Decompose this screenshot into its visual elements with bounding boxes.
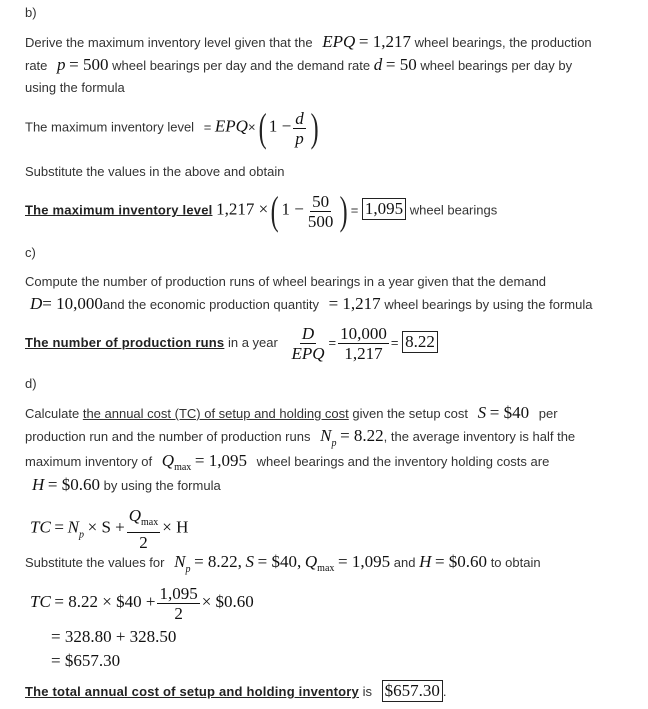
d-symbol: d xyxy=(373,55,383,74)
D-symbol: D xyxy=(30,294,43,313)
total-cost-answer-box: $657.30 xyxy=(382,680,443,702)
part-d-intro-line-1 xyxy=(25,404,558,423)
N-symbol: N xyxy=(174,552,186,571)
part-d-intro-line-3 xyxy=(25,452,549,477)
text: maximum inventory of xyxy=(25,454,153,469)
production-runs-answer-box: 8.22 xyxy=(402,331,438,353)
part-d-calc-line-3: = $657.30 xyxy=(51,651,121,670)
d-value: = 50 xyxy=(385,55,417,74)
equals: = xyxy=(203,119,212,135)
part-d-substitute xyxy=(25,553,541,579)
equals: = xyxy=(390,334,399,350)
result-label: The maximum inventory level xyxy=(25,202,213,218)
text: is xyxy=(362,684,372,699)
text: wheel bearings per day by xyxy=(420,58,573,73)
p-value: = 500 xyxy=(69,55,109,74)
S-value: = $40 xyxy=(489,403,530,422)
Q-subscript: max xyxy=(174,462,192,473)
final-label: The total annual cost of setup and holding inventory xyxy=(25,684,359,699)
denominator: 500 xyxy=(307,211,334,231)
part-c-label: c) xyxy=(25,245,36,260)
fraction-50-over-500 xyxy=(306,192,336,231)
N-subscript: p xyxy=(185,564,191,575)
underlined-text: the annual cost (TC) of setup and holding cost xyxy=(82,406,349,421)
unit: wheel bearings xyxy=(409,202,498,218)
text: by using the formula xyxy=(103,478,221,493)
Q-value: = 1,095 xyxy=(338,552,391,571)
period: . xyxy=(442,684,447,699)
result-label: The number of production runs xyxy=(25,334,225,350)
Q-symbol: Q xyxy=(161,451,175,470)
Q-symbol: Q xyxy=(304,552,318,571)
equals: = xyxy=(54,517,65,537)
one-minus: 1 − xyxy=(281,199,304,219)
part-b-intro-line-1 xyxy=(25,33,592,52)
part-c-intro-line-1: Compute the number of production runs of wheel bearings in a year given that the demand xyxy=(25,274,547,289)
expression: × $0.60 xyxy=(201,591,254,611)
part-b-label: b) xyxy=(25,5,37,20)
part-c-intro-line-2 xyxy=(30,295,592,314)
text: and xyxy=(393,555,416,570)
TC-symbol: TC xyxy=(30,517,51,537)
part-d-calc-line-2: = 328.80 + 328.50 xyxy=(51,627,177,646)
N-symbol: N xyxy=(320,426,332,445)
Q-value: = 1,095 xyxy=(194,451,247,470)
numerator: D xyxy=(301,324,315,343)
numerator: 1,095 xyxy=(159,584,198,603)
text: Derive the maximum inventory level given that the xyxy=(25,35,313,50)
N-subscript: p xyxy=(331,438,337,449)
epq-value: = 1,217 xyxy=(358,32,411,51)
part-d-formula xyxy=(30,506,188,552)
H-value: = $0.60 xyxy=(47,475,100,494)
H-symbol: H xyxy=(32,475,45,494)
text: and the economic production quantity xyxy=(102,297,319,312)
text: production run and the number of production runs xyxy=(25,429,311,444)
text: wheel bearings per day and the demand rate xyxy=(112,58,371,73)
part-b-result xyxy=(25,188,498,233)
numerator: 10,000 xyxy=(340,324,387,343)
part-c-result xyxy=(25,324,438,363)
part-b-formula xyxy=(25,105,321,150)
part-b-substitute: Substitute the values in the above and obtain xyxy=(25,164,285,179)
S-symbol: S xyxy=(477,403,487,422)
Q-symbol: Q xyxy=(128,506,142,525)
Q-subscript: max xyxy=(317,563,335,574)
right-paren: ) xyxy=(340,188,349,233)
max-inventory-answer-box: 1,095 xyxy=(362,198,406,220)
denominator: EPQ xyxy=(291,344,325,363)
denominator: 2 xyxy=(139,533,148,552)
text: given the setup cost xyxy=(352,406,469,421)
text: Substitute the values for xyxy=(25,555,165,570)
text: wheel bearings by using the formula xyxy=(384,297,593,312)
text: Calculate xyxy=(25,406,80,421)
fraction-d-over-p xyxy=(293,109,306,148)
expression: 1,217 × xyxy=(216,199,269,219)
numerator: 50 xyxy=(312,191,330,211)
TC-symbol: TC xyxy=(30,591,51,611)
denominator: p xyxy=(295,128,304,148)
fraction-D-over-EPQ xyxy=(289,324,326,363)
part-d-calc-line-1 xyxy=(30,584,254,623)
epq-value: = 1,217 xyxy=(328,294,381,313)
D-value: = 10,000 xyxy=(42,294,103,313)
fraction-1095-over-2 xyxy=(157,584,199,623)
part-b-intro-line-3: using the formula xyxy=(25,80,125,95)
N-value: = 8.22 xyxy=(340,426,384,445)
epq-symbol: EPQ xyxy=(214,116,248,136)
text: to obtain xyxy=(490,555,541,570)
N-symbol: N xyxy=(67,517,79,537)
numerator: d xyxy=(295,108,304,128)
part-d-intro-line-4 xyxy=(32,476,221,495)
times-S-plus: × S + xyxy=(87,517,125,537)
left-paren: ( xyxy=(258,105,267,150)
part-d-intro-line-2 xyxy=(25,427,575,453)
S-symbol: S xyxy=(245,552,255,571)
fraction-Qmax-over-2 xyxy=(127,506,161,552)
part-b-intro-line-2 xyxy=(25,56,572,75)
equals: = xyxy=(328,334,337,350)
H-value: = $0.60 xyxy=(434,552,488,571)
equals: = xyxy=(350,202,359,218)
text: , the average inventory is half the xyxy=(383,429,576,444)
H-symbol: H xyxy=(419,552,432,571)
text: rate xyxy=(25,58,48,73)
text: in a year xyxy=(227,334,278,350)
denominator: 1,217 xyxy=(344,344,383,363)
part-d-final xyxy=(25,680,446,702)
fraction-10000-over-1217 xyxy=(338,324,389,363)
p-symbol: p xyxy=(57,55,66,74)
formula-label: The maximum inventory level xyxy=(25,119,195,135)
text: per xyxy=(538,406,558,421)
one-minus: 1 − xyxy=(268,116,292,136)
left-paren: ( xyxy=(270,188,279,233)
times-H: × H xyxy=(162,517,189,537)
S-value: = $40, xyxy=(257,552,302,571)
part-d-label: d) xyxy=(25,376,37,391)
expression: = 8.22 × $40 + xyxy=(54,591,156,611)
right-paren: ) xyxy=(310,105,319,150)
N-subscript: p xyxy=(78,529,84,541)
N-value: = 8.22, xyxy=(194,552,242,571)
Q-subscript: max xyxy=(141,517,159,528)
denominator: 2 xyxy=(174,604,183,623)
times: × xyxy=(247,119,256,135)
text: wheel bearings, the production xyxy=(414,35,592,50)
text: wheel bearings and the inventory holding costs are xyxy=(256,454,550,469)
epq-symbol: EPQ xyxy=(322,32,356,51)
